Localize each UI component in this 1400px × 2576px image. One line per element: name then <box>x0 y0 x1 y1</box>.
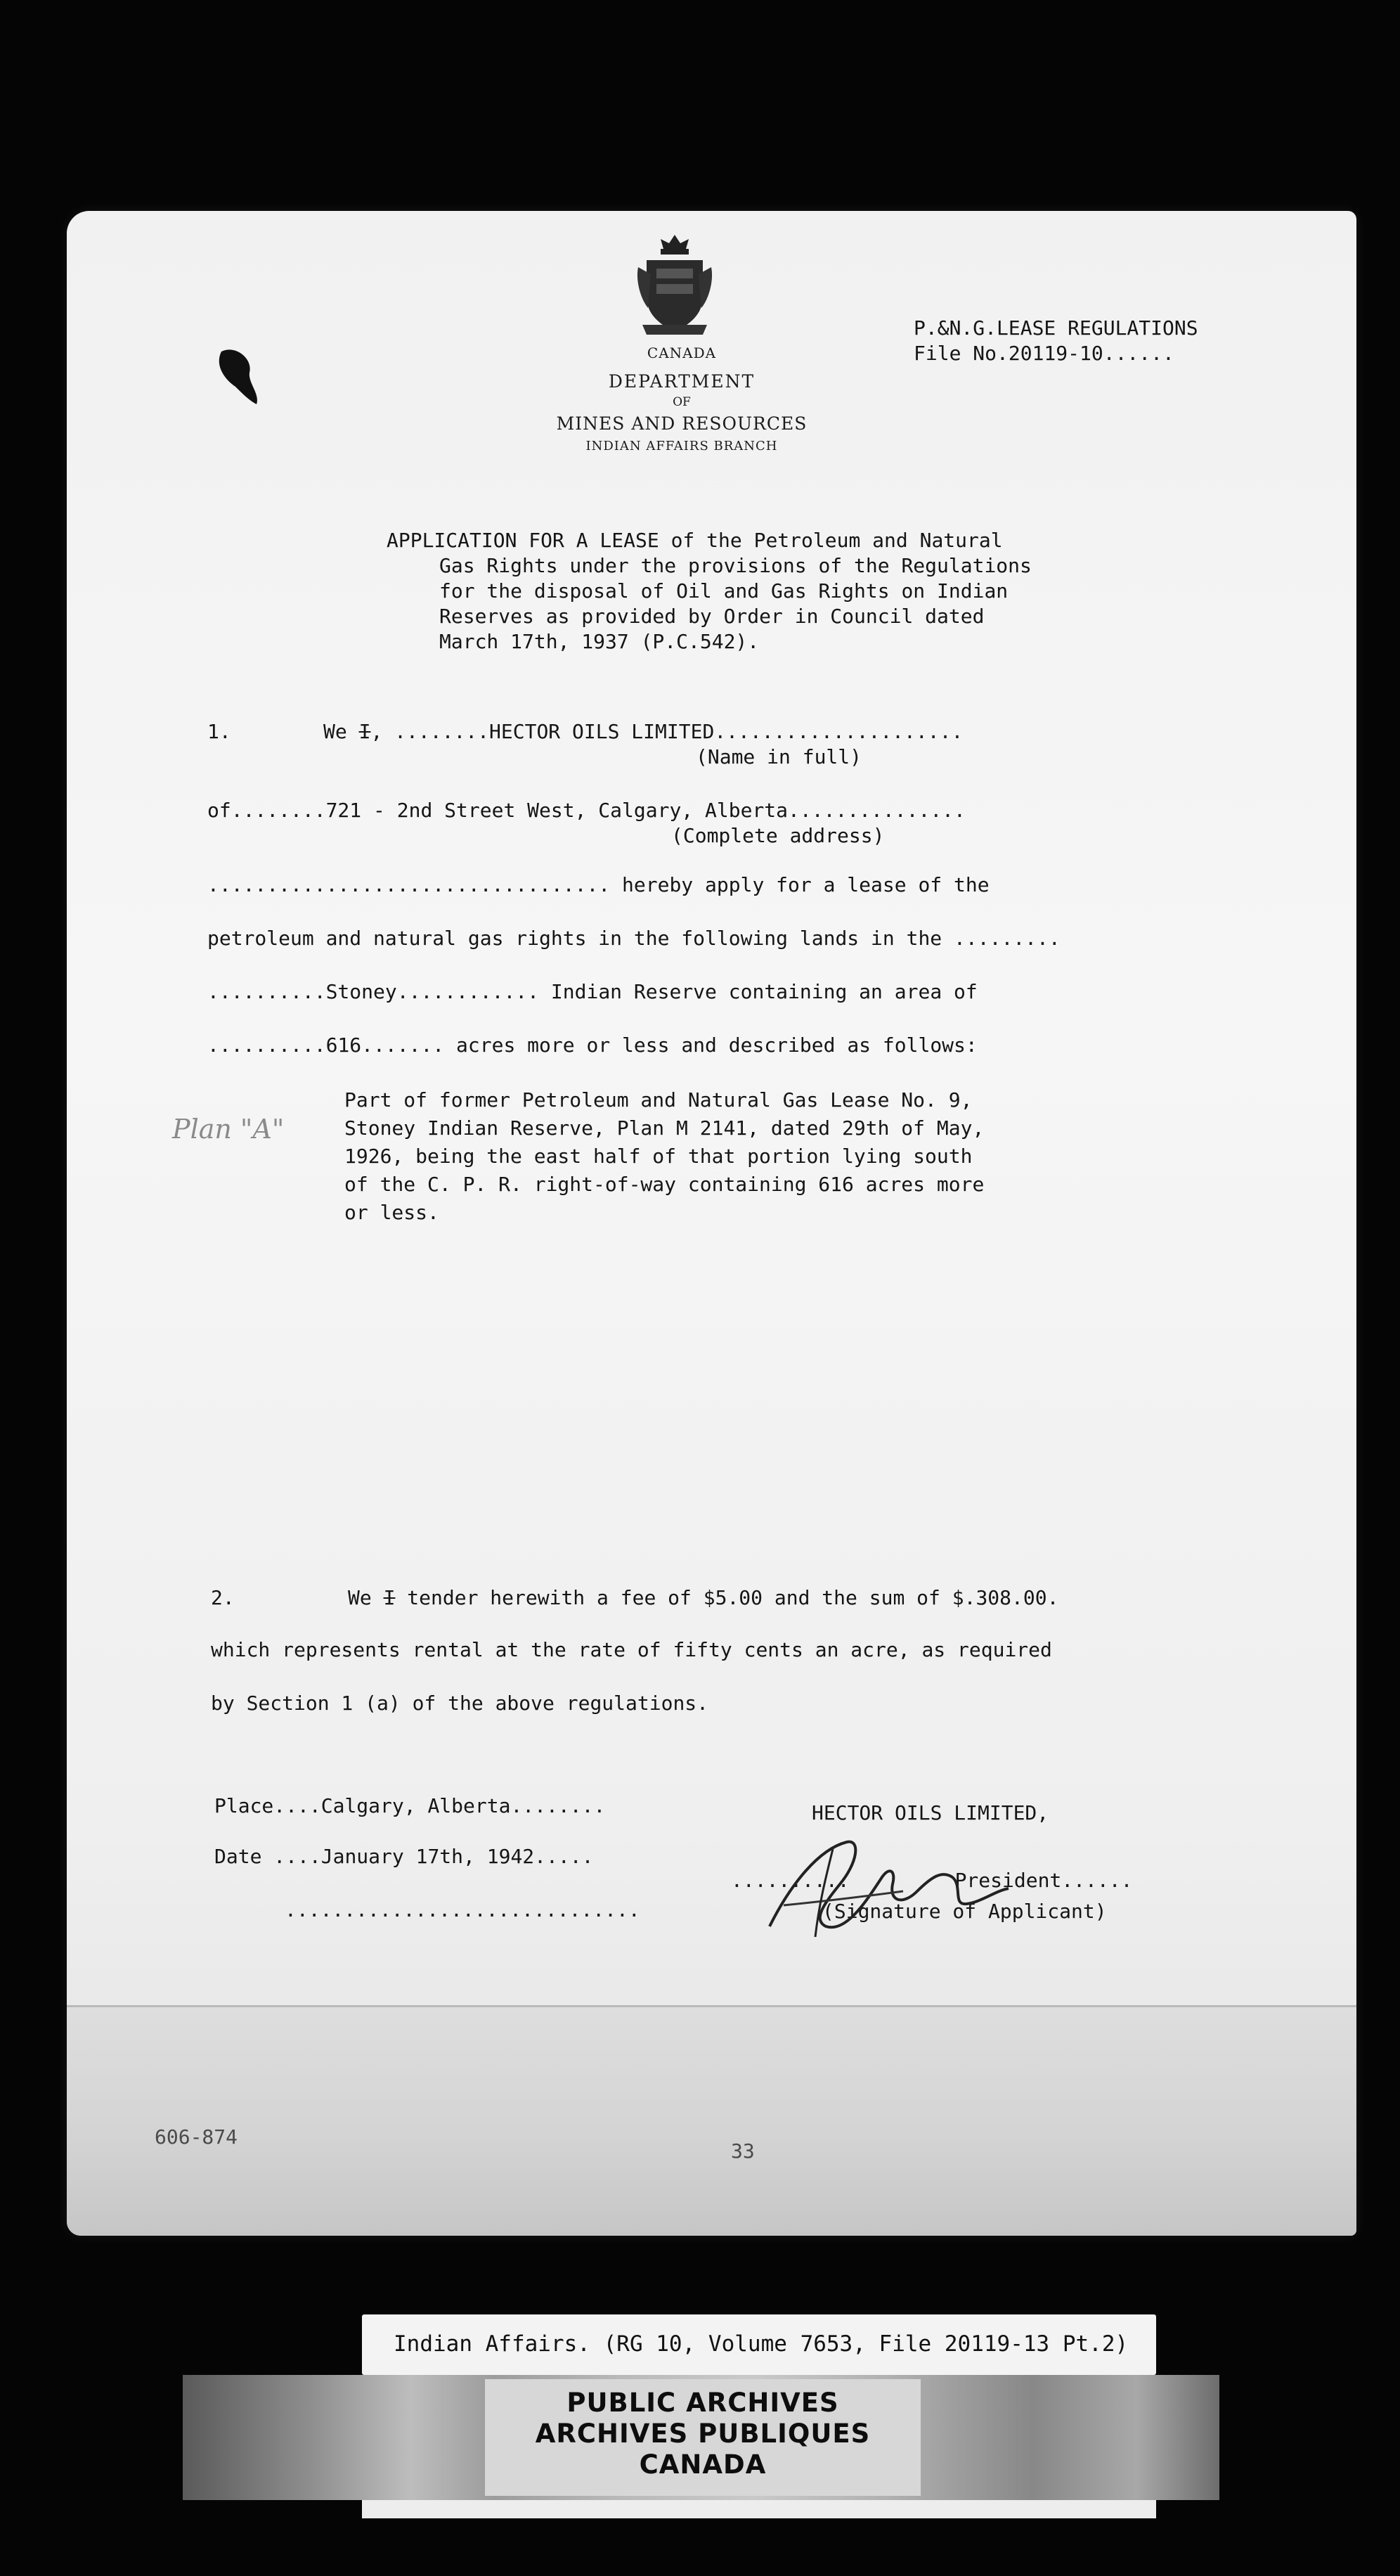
date-line: Date ....January 17th, 1942..... <box>214 1845 594 1868</box>
title-line-2: Gas Rights under the provisions of the Regulations <box>439 554 1032 577</box>
archive-label-strip <box>362 2500 1156 2518</box>
sheet-footer-band <box>67 2005 1356 2236</box>
ministry-label: MINES AND RESOURCES <box>556 413 808 434</box>
sum-value: 308.00 <box>976 1586 1047 1609</box>
address-hint: (Complete address) <box>671 824 885 847</box>
name-hint: (Name in full) <box>696 745 862 768</box>
reserve-line: ..........Stoney............ Indian Reserve containing an area of <box>207 980 978 1003</box>
rental-line: which represents rental at the rate of fifty cents an acre, as required <box>211 1638 1052 1661</box>
acres-value: 616 <box>325 1033 362 1057</box>
description-line-3: 1926, being the east half of that portion lying south <box>344 1145 973 1168</box>
reserve-name-value: Stoney <box>325 980 397 1003</box>
description-line-2: Stoney Indian Reserve, Plan M 2141, dated 29th of May, <box>344 1116 985 1140</box>
regulation-heading: P.&N.G.LEASE REGULATIONS <box>914 316 1198 340</box>
applicant-line: We I, ........HECTOR OILS LIMITED..................... <box>323 720 964 743</box>
section-reference-line: by Section 1 (a) of the above regulations. <box>211 1692 709 1715</box>
signature-hint: (Signature of Applicant) <box>822 1900 1107 1923</box>
archive-stamp-text: PUBLIC ARCHIVES ARCHIVES PUBLIQUES CANADA <box>485 2379 921 2496</box>
archive-reference-text: Indian Affairs. (RG 10, Volume 7653, File 20119-13 Pt.2) <box>394 2331 1129 2357</box>
president-line: .......... President...... <box>731 1869 1133 1892</box>
archive-stamp <box>183 2375 1219 2500</box>
page-number: 33 <box>731 2139 755 2163</box>
handwritten-signature <box>741 1821 1051 1954</box>
company-signature-name: HECTOR OILS LIMITED, <box>812 1801 1049 1824</box>
apply-line: .................................. hereby apply for a lease of the <box>207 873 990 896</box>
date-value: January 17th, 1942 <box>320 1845 535 1868</box>
address-value: 721 - 2nd Street West, Calgary, Alberta <box>325 799 789 822</box>
title-line-5: March 17th, 1937 (P.C.542). <box>439 630 760 653</box>
form-number: 606-874 <box>155 2125 238 2149</box>
handwritten-plan-note: Plan "A" <box>172 1114 285 1145</box>
address-line: of........721 - 2nd Street West, Calgary, Alberta............... <box>207 799 966 822</box>
place-value: Calgary, Alberta <box>320 1794 511 1817</box>
file-number-value: 20119-10 <box>1008 342 1103 365</box>
blank-line: .............................. <box>285 1898 640 1921</box>
country-label: CANADA <box>647 344 717 361</box>
rights-line: petroleum and natural gas rights in the following lands in the ......... <box>207 927 1061 950</box>
department-of-label: OF <box>673 395 691 409</box>
section-2-number: 2. <box>211 1586 235 1609</box>
place-line: Place....Calgary, Alberta........ <box>214 1794 606 1817</box>
description-line-5: or less. <box>344 1201 439 1224</box>
description-line-1: Part of former Petroleum and Natural Gas Lease No. 9, <box>344 1088 973 1112</box>
title-line-4: Reserves as provided by Order in Council dated <box>439 605 985 628</box>
section-1-number: 1. <box>207 720 231 743</box>
title-line-1: APPLICATION FOR A LEASE of the Petroleum and Natural <box>387 529 1003 552</box>
coat-of-arms-crest-icon <box>633 232 717 336</box>
ink-stain-mark <box>214 344 264 408</box>
file-label: File No. <box>914 342 1009 365</box>
branch-label: INDIAN AFFAIRS BRANCH <box>585 439 778 453</box>
department-label: DEPARTMENT <box>608 371 756 392</box>
file-number-line: File No.20119-10...... <box>914 342 1174 365</box>
archive-reference-label <box>362 2314 1156 2375</box>
title-line-3: for the disposal of Oil and Gas Rights on Indian <box>439 579 1009 603</box>
applicant-name-value: HECTOR OILS LIMITED <box>489 720 715 743</box>
document-sheet <box>67 211 1356 2236</box>
description-line-4: of the C. P. R. right-of-way containing 616 acres more <box>344 1173 985 1196</box>
acres-line: ..........616....... acres more or less and described as follows: <box>207 1033 978 1057</box>
tender-line: We I tender herewith a fee of $5.00 and the sum of $.308.00. <box>348 1586 1059 1609</box>
